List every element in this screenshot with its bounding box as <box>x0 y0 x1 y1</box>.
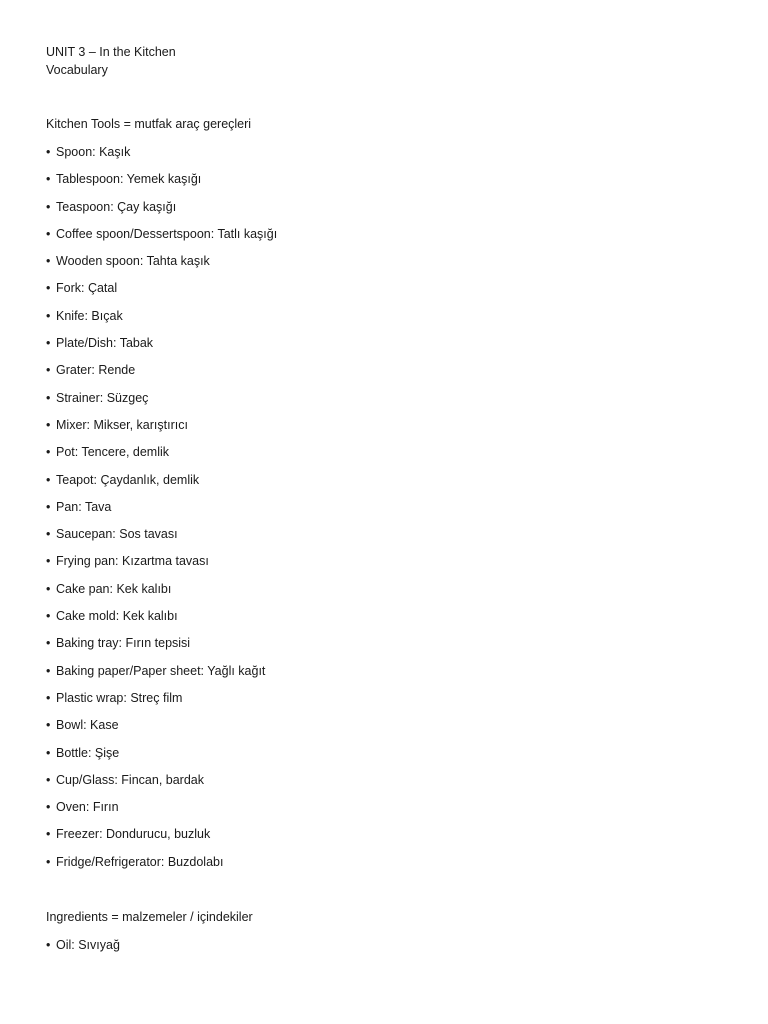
list-item: • Mixer: Mikser, karıştırıcı <box>46 417 277 444</box>
ingredients-heading: Ingredients = malzemeler / içindekiler <box>46 910 253 924</box>
list-item: • Tablespoon: Yemek kaşığı <box>46 171 277 198</box>
list-item: • Cake mold: Kek kalıbı <box>46 608 277 635</box>
list-item: • Wooden spoon: Tahta kaşık <box>46 253 277 280</box>
list-item: • Plate/Dish: Tabak <box>46 335 277 362</box>
list-item: • Spoon: Kaşık <box>46 144 277 171</box>
list-item: • Cup/Glass: Fincan, bardak <box>46 772 277 799</box>
list-item: • Coffee spoon/Dessertspoon: Tatlı kaşığı <box>46 226 277 253</box>
kitchen-tools-list <box>46 144 277 881</box>
list-item: • Saucepan: Sos tavası <box>46 526 277 553</box>
list-item: • Strainer: Süzgeç <box>46 390 277 417</box>
list-item: • Bottle: Şişe <box>46 745 277 772</box>
kitchen-tools-heading: Kitchen Tools = mutfak araç gereçleri <box>46 117 252 131</box>
unit-title: UNIT 3 – In the Kitchen <box>46 45 176 59</box>
list-item: • Teaspoon: Çay kaşığı <box>46 199 277 226</box>
vocabulary-subtitle: Vocabulary <box>46 63 108 77</box>
list-item: • Bowl: Kase <box>46 717 277 744</box>
list-item: • Grater: Rende <box>46 362 277 389</box>
list-item: • Frying pan: Kızartma tavası <box>46 553 277 580</box>
list-item: • Baking tray: Fırın tepsisi <box>46 635 277 662</box>
list-item: • Teapot: Çaydanlık, demlik <box>46 472 277 499</box>
list-item: • Fridge/Refrigerator: Buzdolabı <box>46 854 277 881</box>
list-item: • Baking paper/Paper sheet: Yağlı kağıt <box>46 663 277 690</box>
list-item: • Freezer: Dondurucu, buzluk <box>46 826 277 853</box>
ingredients-list <box>46 937 120 964</box>
list-item: • Pot: Tencere, demlik <box>46 444 277 471</box>
list-item: • Oil: Sıvıyağ <box>46 937 120 964</box>
list-item: • Oven: Fırın <box>46 799 277 826</box>
list-item: • Plastic wrap: Streç film <box>46 690 277 717</box>
list-item: • Fork: Çatal <box>46 280 277 307</box>
list-item: • Pan: Tava <box>46 499 277 526</box>
list-item: • Knife: Bıçak <box>46 308 277 335</box>
list-item: • Cake pan: Kek kalıbı <box>46 581 277 608</box>
